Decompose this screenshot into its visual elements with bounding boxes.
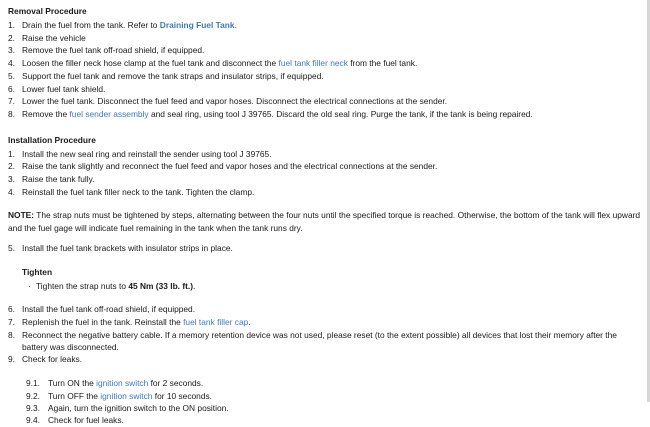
tighten-spec-end: . <box>193 280 196 291</box>
step-text: Install the fuel tank off-road shield, if equipped. <box>22 304 196 315</box>
step-number: 9. <box>8 354 15 365</box>
section-spacer <box>8 121 642 134</box>
fuel-sender-assembly-link[interactable]: fuel sender assembly <box>69 108 149 119</box>
list-item <box>8 19 642 31</box>
installation-step-5-group <box>8 242 642 254</box>
installation-procedure-steps <box>8 148 642 198</box>
step-number: 4. <box>8 186 15 197</box>
step-text: Drain the fuel from the tank. Refer to <box>22 20 160 30</box>
removal-procedure-steps <box>8 19 642 120</box>
substep-text: Again, turn the ignition switch to the ON position. <box>48 402 229 413</box>
list-item <box>8 148 642 160</box>
step-text-end: and seal ring, using tool J 39765. Discard the old seal ring. Purge the tank, if the tank is being repaired. <box>148 108 533 119</box>
step-number: 6. <box>8 83 15 94</box>
list-item <box>8 303 642 315</box>
step-number: 3. <box>8 45 15 56</box>
note-spacer-top <box>8 198 642 209</box>
step-text: Check for leaks. <box>22 354 83 365</box>
fuel-tank-filler-cap-link[interactable]: fuel tank filler cap <box>183 316 249 327</box>
step-number: 8. <box>8 108 15 119</box>
step-text: Raise the tank slightly and reconnect the fuel feed and vapor hoses and the electrical connections at the sender. <box>22 161 438 172</box>
fuel-tank-filler-neck-link[interactable]: fuel tank filler neck <box>278 58 348 69</box>
step-text: Support the fuel tank and remove the tank straps and insulator strips, if equipped. <box>22 70 324 81</box>
bullet-dash-icon: · <box>28 280 31 291</box>
list-item <box>8 316 642 328</box>
tighten-heading: Tighten <box>22 266 53 277</box>
list-item <box>8 414 642 426</box>
removal-procedure-heading: Removal Procedure <box>8 6 87 16</box>
after-tighten-spacer <box>8 292 642 303</box>
step-text: Raise the tank fully. <box>22 174 95 185</box>
substeps-spacer <box>8 366 642 377</box>
note-block <box>8 209 642 234</box>
installation-procedure-heading: Installation Procedure <box>8 134 96 145</box>
step-text: Reinstall the fuel tank filler neck to the tank. Tighten the clamp. <box>22 186 255 197</box>
step-text: Install the new seal ring and reinstall the sender using tool J 39765. <box>22 148 272 159</box>
step-text: Lower fuel tank shield. <box>22 83 106 94</box>
substep-number: 9.2. <box>26 390 40 401</box>
step-number: 7. <box>8 96 15 107</box>
list-item <box>8 83 642 95</box>
substep-text: Turn ON the <box>48 378 97 389</box>
step-text: Raise the vehicle <box>22 32 86 43</box>
step-text: Install the fuel tank brackets with insulator strips in place. <box>22 243 233 254</box>
step-number: 5. <box>8 70 15 81</box>
note-text: The strap nuts must be tightened by steps, alternating between the four nuts until the specified torque is reached. Otherwise, the bottom of the tank will flex upward and the fuel gage will indicate fuel remaining in the tank when the tank runs dry. <box>8 210 641 233</box>
substep-number: 9.4. <box>26 415 40 426</box>
step-number: 2. <box>8 32 15 43</box>
substep-text-end: for 2 seconds. <box>148 378 204 389</box>
list-item <box>8 242 642 254</box>
step-number: 4. <box>8 58 15 69</box>
step-text-end: . <box>248 316 251 327</box>
substep-number: 9.1. <box>26 378 40 389</box>
ignition-switch-link[interactable]: ignition switch <box>100 390 153 401</box>
list-item <box>8 44 642 56</box>
list-item <box>8 353 642 365</box>
substep-text-end: for 10 seconds. <box>152 390 213 401</box>
step-number: 5. <box>8 243 15 254</box>
step-text: Lower the fuel tank. Disconnect the fuel feed and vapor hoses. Disconnect the electrical connections at the sender. <box>22 96 448 107</box>
tighten-spacer <box>8 255 642 266</box>
step-text: Remove the fuel tank off-road shield, if equipped. <box>22 45 205 56</box>
list-item <box>8 108 642 120</box>
list-item <box>8 95 642 107</box>
step-text: Reconnect the negative battery cable. If a memory retention device was not used, please reset (to the extent possible) all devices that lost their memory after the battery was disconnected. <box>22 329 617 352</box>
tighten-spec-text: Tighten the strap nuts to <box>36 280 129 291</box>
list-item <box>8 402 642 414</box>
step-text: Replenish the fuel in the tank. Reinstall the <box>22 316 184 327</box>
list-item <box>8 70 642 82</box>
list-item <box>8 32 642 44</box>
step-number: 1. <box>8 148 15 159</box>
note-colon: : <box>31 210 35 221</box>
step-number: 1. <box>8 20 15 30</box>
step-number: 2. <box>8 161 15 172</box>
ignition-switch-link[interactable]: ignition switch <box>96 378 149 389</box>
substep-number: 9.3. <box>26 402 40 413</box>
substep-text: Turn OFF the <box>48 390 101 401</box>
step-number: 8. <box>8 329 15 340</box>
draining-fuel-tank-link[interactable]: Draining Fuel Tank <box>159 20 235 30</box>
step-text: Remove the <box>22 108 70 119</box>
tighten-spec-item <box>28 280 642 292</box>
torque-value: 45 Nm (33 lb. ft.) <box>128 280 194 291</box>
list-item <box>8 173 642 185</box>
step-text-end: . <box>234 20 237 30</box>
list-item <box>8 377 642 389</box>
step-text: Loosen the filler neck hose clamp at the fuel tank and disconnect the <box>22 58 279 69</box>
list-item <box>8 186 642 198</box>
step-number: 6. <box>8 304 15 315</box>
note-spacer-bottom <box>8 234 642 242</box>
installation-steps-after <box>8 303 642 366</box>
list-item <box>8 390 642 402</box>
substep-text: Check for fuel leaks. <box>48 415 124 426</box>
step-text-end: from the fuel tank. <box>347 58 418 69</box>
list-item <box>8 329 642 353</box>
step-number: 3. <box>8 174 15 185</box>
note-label: NOTE <box>8 210 32 221</box>
list-item <box>8 57 642 69</box>
step-number: 7. <box>8 316 15 327</box>
list-item <box>8 160 642 172</box>
